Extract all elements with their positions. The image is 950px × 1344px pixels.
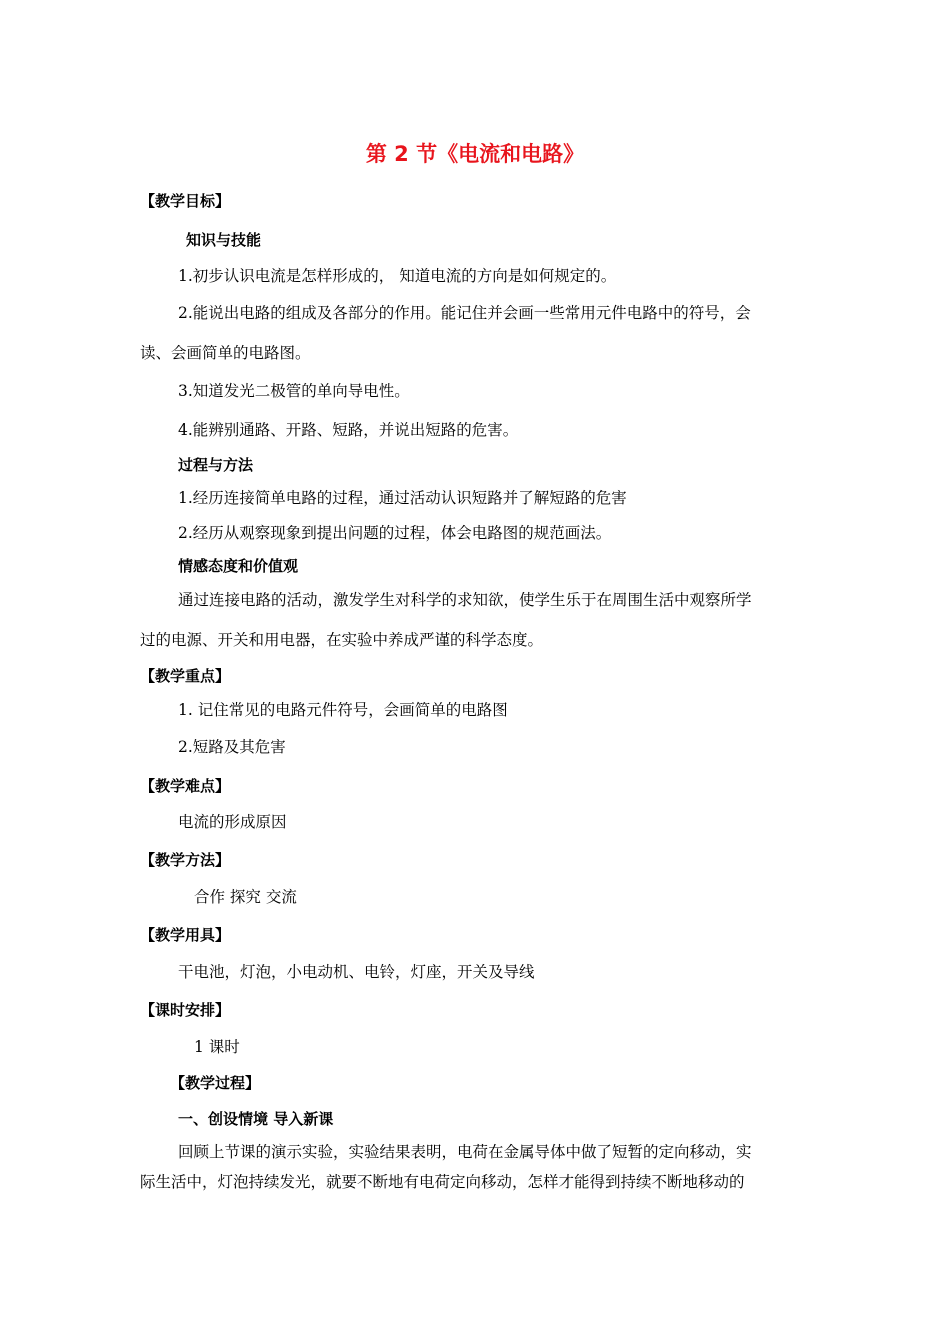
knowledge-item-1: 1.初步认识电流是怎样形成的， 知道电流的方向是如何规定的。 bbox=[178, 267, 617, 285]
key-point-1: 1. 记住常见的电路元件符号，会画简单的电路图 bbox=[178, 701, 508, 719]
key-point-2: 2.短路及其危害 bbox=[178, 738, 286, 756]
section-heading-key-points: 【教学重点】 bbox=[140, 667, 231, 685]
attitude-item-1-cont: 过的电源、开关和用电器，在实验中养成严谨的科学态度。 bbox=[140, 631, 544, 649]
section-heading-process: 【教学过程】 bbox=[170, 1074, 261, 1092]
knowledge-item-2: 2.能说出电路的组成及各部分的作用。能记住并会画一些常用元件电路中的符号，会 bbox=[178, 304, 751, 322]
part1-line-2: 际生活中，灯泡持续发光，就要不断地有电荷定向移动，怎样才能得到持续不断地移动的 bbox=[140, 1173, 745, 1191]
difficulty-1: 电流的形成原因 bbox=[178, 813, 287, 831]
process-item-2: 2.经历从观察现象到提出问题的过程，体会电路图的规范画法。 bbox=[178, 524, 612, 542]
section-heading-objectives: 【教学目标】 bbox=[140, 192, 231, 210]
section-heading-tools: 【教学用具】 bbox=[140, 926, 231, 944]
tools-list: 干电池，灯泡，小电动机、电铃，灯座，开关及导线 bbox=[178, 963, 535, 981]
section-heading-schedule: 【课时安排】 bbox=[140, 1001, 231, 1019]
section-heading-methods: 【教学方法】 bbox=[140, 851, 231, 869]
knowledge-item-3: 3.知道发光二极管的单向导电性。 bbox=[178, 382, 410, 400]
part1-line-1: 回顾上节课的演示实验，实验结果表明，电荷在金属导体中做了短暂的定向移动，实 bbox=[178, 1143, 752, 1161]
subheading-part1: 一、创设情境 导入新课 bbox=[178, 1110, 334, 1128]
subheading-process: 过程与方法 bbox=[178, 456, 254, 474]
knowledge-item-2-cont: 读、会画简单的电路图。 bbox=[140, 344, 311, 362]
attitude-item-1: 通过连接电路的活动，激发学生对科学的求知欲，使学生乐于在周围生活中观察所学 bbox=[178, 591, 752, 609]
knowledge-item-4: 4.能辨别通路、开路、短路，并说出短路的危害。 bbox=[178, 421, 519, 439]
schedule-1: 1 课时 bbox=[194, 1038, 240, 1056]
subheading-knowledge: 知识与技能 bbox=[186, 231, 262, 249]
method-1: 合作 探究 交流 bbox=[194, 888, 297, 906]
section-heading-difficulties: 【教学难点】 bbox=[140, 777, 231, 795]
process-item-1: 1.经历连接简单电路的过程，通过活动认识短路并了解短路的危害 bbox=[178, 489, 627, 507]
subheading-attitude: 情感态度和价值观 bbox=[178, 557, 299, 575]
page-title: 第 2 节《电流和电路》 bbox=[365, 142, 585, 166]
